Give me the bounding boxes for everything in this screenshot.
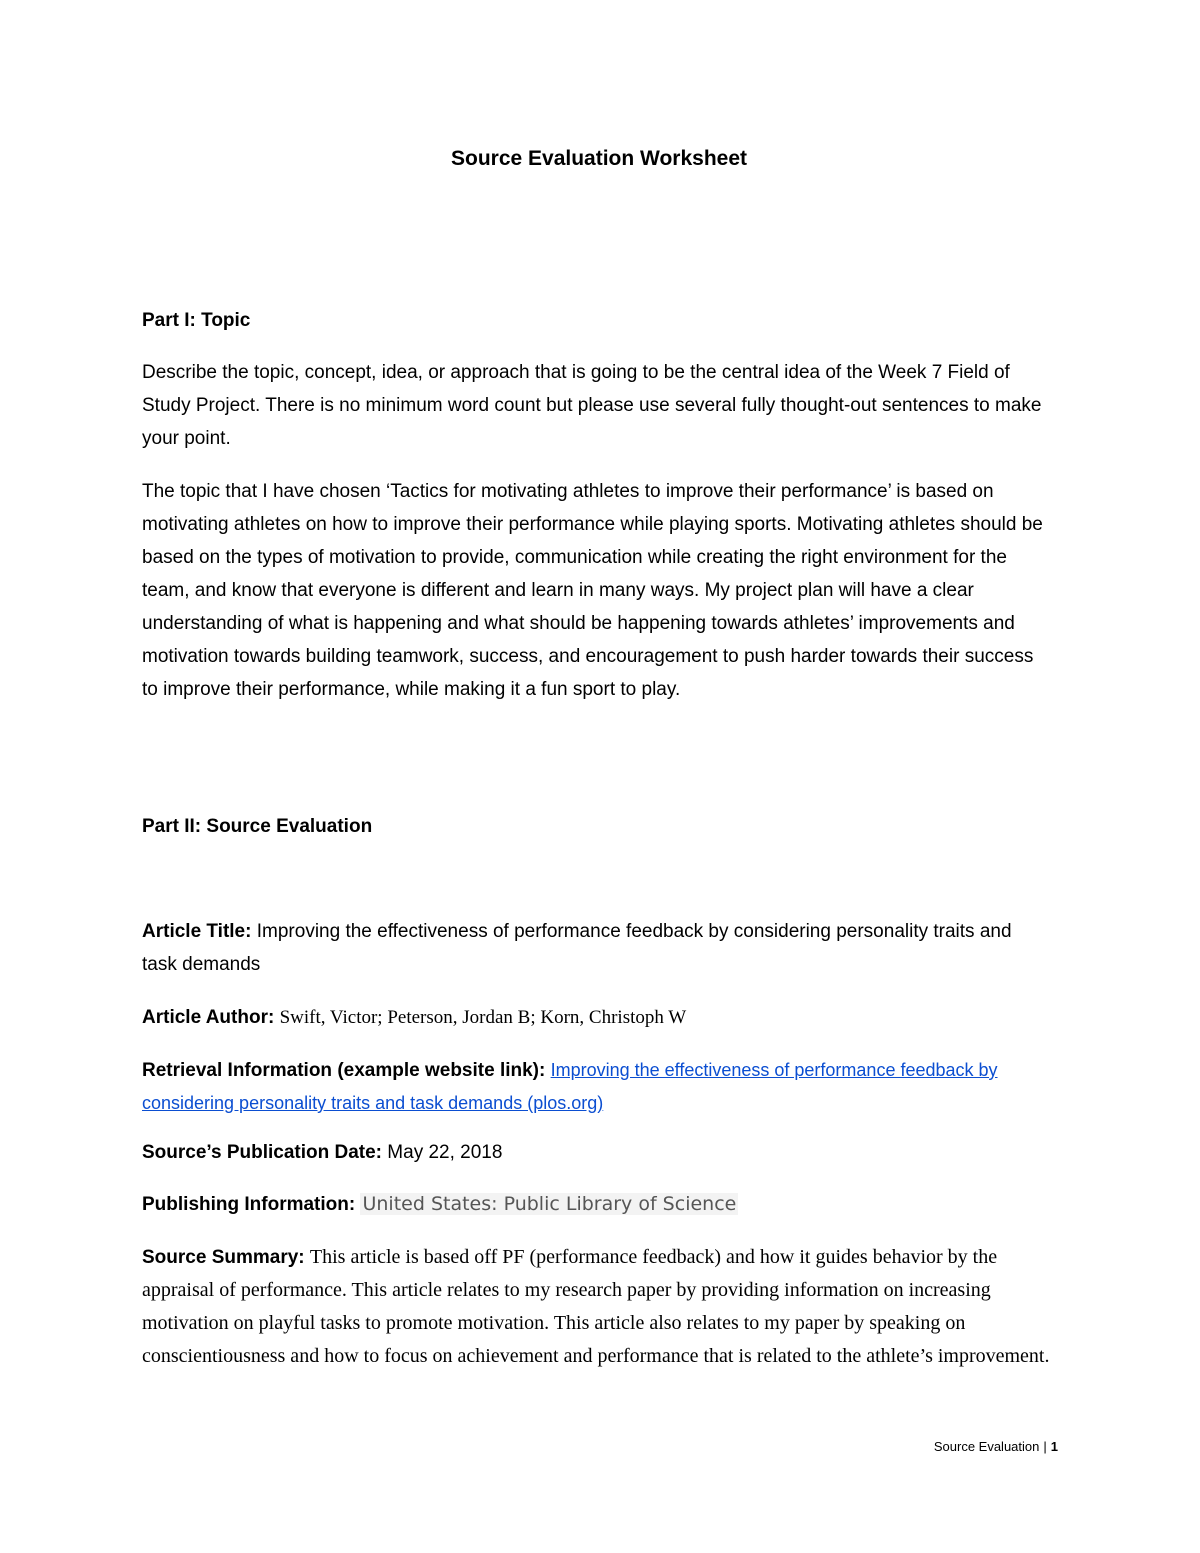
publishing-info-label: Publishing Information: (142, 1194, 356, 1215)
publishing-info-field (142, 1188, 1060, 1221)
article-author-value: Swift, Victor; Peterson, Jordan B; Korn, Christoph W (279, 1007, 687, 1028)
retrieval-label: Retrieval Information (example website link): (142, 1060, 546, 1081)
article-title-field (142, 915, 1042, 981)
part1-response: The topic that I have chosen ‘Tactics for motivating athletes to improve their performance’ is based on motivating athletes on how to improve their performance while playing sports. Motivating athletes should be based on the types of motivation to provide, communication while creating the right environment for the team, and know that everyone is different and learn in many ways. My project plan will have a clear understanding of what is happening and what should be happening towards athletes’ improvements and motivation towards building teamwork, success, and encouragement to push harder towards their success to improve their performance, while making it a fun sport to play. (142, 481, 1043, 700)
article-author-label: Article Author: (142, 1007, 275, 1028)
publication-date-field (142, 1136, 1060, 1169)
source-summary-label: Source Summary: (142, 1247, 305, 1268)
retrieval-field (142, 1054, 1064, 1120)
part2-heading: Part II: Source Evaluation (142, 816, 373, 837)
source-summary-value: This article is based off PF (performance feedback) and how it guides behavior by the appraisal of performance. This article relates to my research paper by providing information on increasing motivation on playful tasks to promote motivation. This article also relates to my paper by speaking on conscientiousness and how to focus on achievement and performance that is related to the athlete’s improvement. (142, 1246, 1050, 1367)
publication-date-value: May 22, 2018 (387, 1142, 503, 1163)
publishing-info-value: United States: Public Library of Science (362, 1193, 737, 1215)
article-title-value: Improving the effectiveness of performance feedback by considering personality traits and task demands (142, 921, 1012, 975)
footer-separator: | (1043, 1439, 1047, 1454)
part1-heading: Part I: Topic (142, 310, 251, 331)
page-number: 1 (1050, 1439, 1058, 1454)
footer-text: Source Evaluation (933, 1439, 1040, 1454)
page-footer (934, 1437, 1058, 1457)
part1-prompt: Describe the topic, concept, idea, or approach that is going to be the central idea of the Week 7 Field of Study Project. There is no minimum word count but please use several fully thought-out sentences to make your point. (142, 362, 1042, 449)
document-title: Source Evaluation Worksheet (450, 147, 748, 170)
source-summary-field (142, 1241, 1054, 1373)
publication-date-label: Source’s Publication Date: (142, 1142, 383, 1163)
retrieval-link[interactable]: Improving the effectiveness of performance feedback by considering personality traits and task demands (plos.org) (142, 1060, 998, 1113)
article-title-label: Article Title: (142, 921, 252, 942)
article-author-field (142, 1001, 1060, 1034)
